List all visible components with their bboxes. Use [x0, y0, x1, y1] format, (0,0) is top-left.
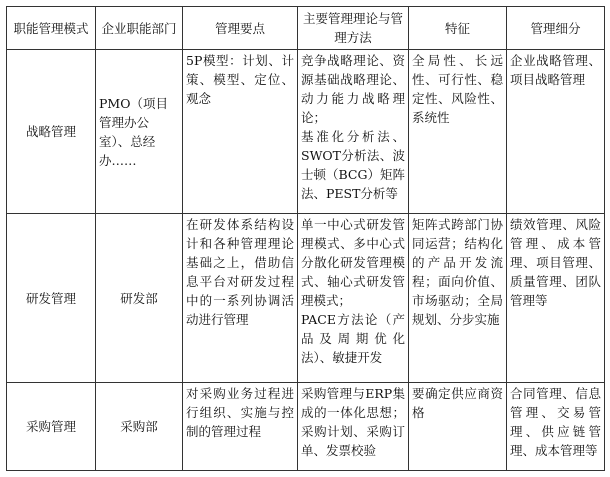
- theory-paragraph: 基准化分析法、SWOT分析法、波士顿（BCG）矩阵法、PEST分析等: [301, 129, 405, 201]
- table-row: [7, 382, 605, 470]
- theory-cell: [298, 50, 409, 214]
- points-cell: 对采购业务过程进行组织、实施与控制的管理过程: [183, 382, 298, 470]
- header-cell: 企业职能部门: [96, 7, 183, 50]
- table-header-row: [7, 7, 605, 50]
- management-modes-table: [6, 6, 605, 471]
- header-cell: 管理要点: [183, 7, 298, 50]
- theory-paragraph: 竞争战略理论、资源基础战略理论、动力能力战略理论；: [301, 53, 405, 125]
- theory-paragraph: 采购管理与ERP集成的一体化思想；采购计划、采购订单、发票校验: [301, 385, 405, 458]
- features-cell: 矩阵式跨部门协同运营；结构化的产品开发流程；面向价值、市场驱动；全局规划、分步实施: [409, 214, 507, 382]
- points-cell: 在研发体系结构设计和各种管理理论基础之上，借助信息平台对研发过程中的一系列协调活动进行管理: [183, 214, 298, 382]
- header-cell: 职能管理模式: [7, 7, 96, 50]
- theory-paragraph: 单一中心式研发管理模式、多中心式分散化研发管理模式、轴心式研发管理模式；: [301, 217, 405, 309]
- mode-cell: 采购管理: [7, 382, 96, 470]
- subdiv-cell: 合同管理、信息管理、交易管理、供应链管理、成本管理等: [507, 382, 605, 470]
- theory-cell: [298, 214, 409, 382]
- dept-cell: 研发部: [96, 214, 183, 382]
- mode-cell: 战略管理: [7, 50, 96, 214]
- dept-cell: PMO（项目管理办公室）、总经办……: [96, 50, 183, 214]
- points-cell: 5P模型：计划、计策、模型、定位、观念: [183, 50, 298, 214]
- features-cell: 全局性、长远性、可行性、稳定性、风险性、系统性: [409, 50, 507, 214]
- subdiv-cell: 绩效管理、风险管理、成本管理、项目管理、质量管理、团队管理等: [507, 214, 605, 382]
- theory-cell: [298, 382, 409, 470]
- header-cell: 特征: [409, 7, 507, 50]
- subdiv-cell: 企业战略管理、项目战略管理: [507, 50, 605, 214]
- features-cell: 要确定供应商资格: [409, 382, 507, 470]
- header-cell: 主要管理理论与管理方法: [298, 7, 409, 50]
- table-row: [7, 214, 605, 382]
- document-page: [6, 6, 604, 471]
- mode-cell: 研发管理: [7, 214, 96, 382]
- dept-cell: 采购部: [96, 382, 183, 470]
- theory-paragraph: PACE方法论（产品及周期优化法）、敏捷开发: [301, 312, 405, 366]
- table-row: [7, 50, 605, 214]
- header-cell: 管理细分: [507, 7, 605, 50]
